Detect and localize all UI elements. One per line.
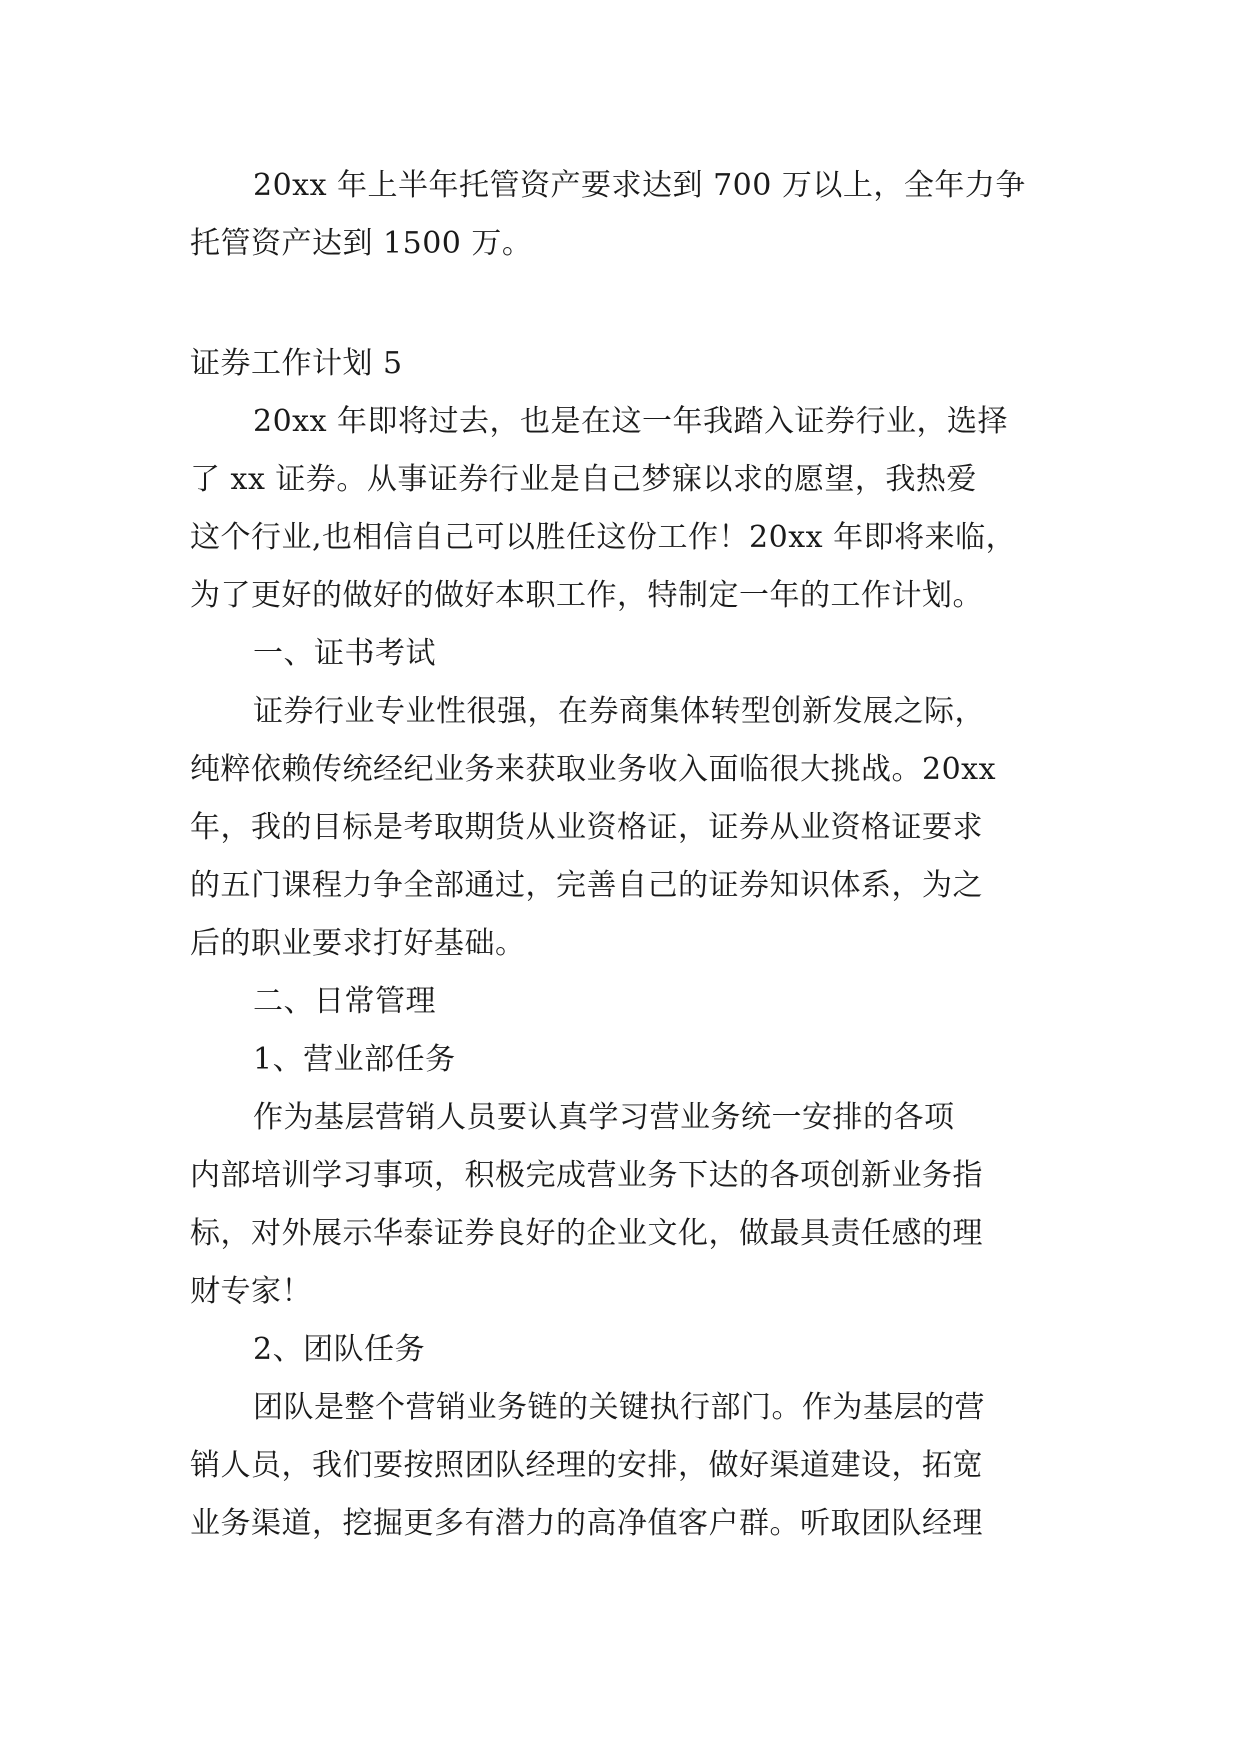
paragraph-line: 年，我的目标是考取期货从业资格证，证券从业资格证要求 bbox=[190, 810, 983, 845]
paragraph-line: 团队是整个营销业务链的关键执行部门。作为基层的营 bbox=[253, 1390, 985, 1425]
paragraph-line: 这个行业,也相信自己可以胜任这份工作！20xx 年即将来临， bbox=[190, 520, 1017, 555]
paragraph-line: 作为基层营销人员要认真学习营业务统一安排的各项 bbox=[253, 1100, 955, 1135]
subsection-heading: 二、日常管理 bbox=[253, 984, 436, 1019]
subsection-heading: 1、营业部任务 bbox=[253, 1042, 456, 1077]
paragraph-line: 20xx 年即将过去，也是在这一年我踏入证券行业，选择 bbox=[253, 404, 1009, 439]
paragraph-line: 业务渠道，挖掘更多有潜力的高净值客户群。听取团队经理 bbox=[190, 1506, 983, 1541]
subsection-heading: 2、团队任务 bbox=[253, 1332, 426, 1367]
section-title: 证券工作计划 5 bbox=[190, 346, 403, 381]
paragraph-line: 20xx 年上半年托管资产要求达到 700 万以上，全年力争 bbox=[253, 168, 1026, 203]
paragraph-line: 标，对外展示华泰证券良好的企业文化，做最具责任感的理 bbox=[190, 1216, 983, 1251]
paragraph-line: 财专家！ bbox=[190, 1274, 312, 1309]
paragraph-line: 了 xx 证券。从事证券行业是自己梦寐以求的愿望，我热爱 bbox=[190, 462, 977, 497]
paragraph-line: 的五门课程力争全部通过，完善自己的证券知识体系，为之 bbox=[190, 868, 983, 903]
paragraph-line: 托管资产达到 1500 万。 bbox=[190, 226, 533, 261]
paragraph-line: 内部培训学习事项，积极完成营业务下达的各项创新业务指 bbox=[190, 1158, 983, 1193]
paragraph-line: 纯粹依赖传统经纪业务来获取业务收入面临很大挑战。20xx bbox=[190, 752, 997, 787]
paragraph-line: 后的职业要求打好基础。 bbox=[190, 926, 526, 961]
subsection-heading: 一、证书考试 bbox=[253, 636, 436, 671]
paragraph-line: 销人员，我们要按照团队经理的安排，做好渠道建设，拓宽 bbox=[190, 1448, 983, 1483]
paragraph-line: 证券行业专业性很强，在券商集体转型创新发展之际， bbox=[253, 694, 985, 729]
paragraph-line: 为了更好的做好的做好本职工作，特制定一年的工作计划。 bbox=[190, 578, 983, 613]
